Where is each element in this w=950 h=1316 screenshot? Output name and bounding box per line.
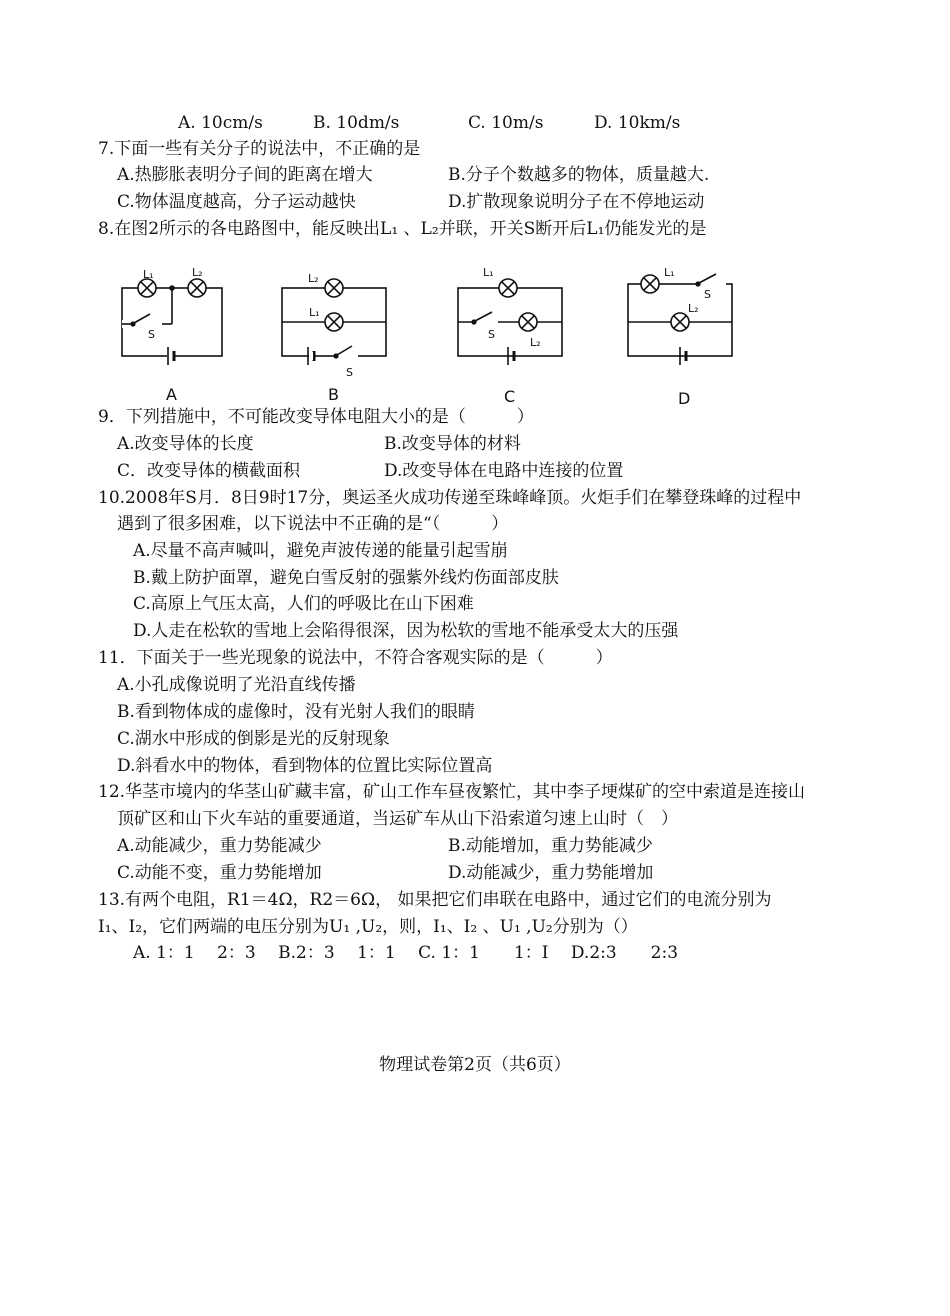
q9-option-b: B.改变导体的材料	[384, 434, 521, 454]
q11-option-c: C.湖水中形成的倒影是光的反射现象	[117, 729, 390, 749]
q11-stem: 11．下面关于一些光现象的说法中，不符合客观实际的是（ ）	[98, 648, 613, 668]
q9-option-a: A.改变导体的长度	[117, 434, 254, 454]
q6-option-a: A. 10cm/s	[178, 113, 263, 133]
q6-option-d: D. 10km/s	[594, 113, 681, 133]
q13-stem-line2: I₁、I₂，它们两端的电压分别为U₁ ,U₂，则，I₁、I₂ 、U₁ ,U₂分别为（）	[98, 917, 638, 937]
q11-option-d: D.斜看水中的物体，看到物体的位置比实际位置高	[117, 756, 493, 776]
circuit-b	[282, 272, 386, 404]
q7-option-a: A.热膨胀表明分子间的距离在增大	[117, 165, 373, 185]
q12-stem-line2: 顶矿区和山下火车站的重要通道，当运矿车从山下沿索道匀速上山时（ ）	[117, 809, 678, 829]
svg-text:L₁: L₁	[309, 306, 320, 319]
q13-stem-line1: 13.有两个电阻，R1＝4Ω，R2＝6Ω， 如果把它们串联在电路中，通过它们的电流分别为	[98, 890, 772, 910]
q9-stem: 9．下列措施中，不可能改变导体电阻大小的是（ ）	[98, 407, 534, 427]
svg-text:L₂: L₂	[688, 302, 699, 315]
svg-text:L₂: L₂	[530, 336, 541, 349]
svg-text:S: S	[346, 366, 353, 379]
q12-stem-line1: 12.华茎市境内的华茎山矿藏丰富，矿山工作车昼夜繁忙，其中李子埂煤矿的空中索道是连接山	[98, 782, 806, 802]
q7-option-c: C.物体温度越高，分子运动越快	[117, 192, 356, 212]
q10-option-a: A.尽量不高声喊叫，避免声波传递的能量引起雪崩	[133, 541, 508, 561]
q12-option-b: B.动能增加，重力势能减少	[448, 836, 653, 856]
q9-option-c: C．改变导体的横截面积	[117, 461, 301, 481]
q10-stem-line1: 10.2008年S月．8日9时17分，奥运圣火成功传递至珠峰峰顶。火炬手们在攀登珠峰的过程中	[98, 488, 802, 508]
circuit-c	[458, 266, 562, 406]
q10-option-b: B.戴上防护面罩，避免白雪反射的强紫外线灼伤面部皮肤	[133, 568, 559, 588]
q7-option-b: B.分子个数越多的物体，质量越大.	[448, 165, 710, 185]
circuit-a	[122, 266, 222, 404]
circuit-d	[628, 266, 732, 408]
svg-text:S: S	[704, 288, 711, 301]
q12-option-a: A.动能减少，重力势能减少	[117, 836, 322, 856]
svg-text:L₂: L₂	[192, 266, 203, 279]
q12-option-c: C.动能不变，重力势能增加	[117, 863, 322, 883]
q11-option-b: B.看到物体成的虚像时，没有光射人我们的眼睛	[117, 702, 475, 722]
q9-option-d: D.改变导体在电路中连接的位置	[384, 461, 624, 481]
circuit-diagram-figure	[100, 250, 750, 410]
svg-text:L₁: L₁	[664, 266, 675, 279]
svg-text:S: S	[148, 328, 155, 341]
caption-d: D	[678, 389, 691, 408]
q6-option-c: C. 10m/s	[468, 113, 544, 133]
svg-text:L₂: L₂	[308, 272, 319, 285]
q12-option-d: D.动能减少，重力势能增加	[448, 863, 654, 883]
q7-option-d: D.扩散现象说明分子在不停地运动	[448, 192, 705, 212]
caption-c: C	[504, 387, 516, 406]
caption-b: B	[328, 385, 339, 404]
q10-option-c: C.高原上气压太高，人们的呼吸比在山下困难	[133, 594, 474, 614]
q11-option-a: A.小孔成像说明了光沿直线传播	[117, 675, 356, 695]
q6-option-b: B. 10dm/s	[313, 113, 400, 133]
svg-text:L₁: L₁	[143, 268, 154, 281]
svg-text:L₁: L₁	[483, 266, 494, 279]
page-footer: 物理试卷第2页（共6页）	[379, 1055, 571, 1075]
q8-stem: 8.在图2所示的各电路图中，能反映出L₁ 、L₂并联，开关S断开后L₁仍能发光的是	[98, 219, 707, 239]
q10-option-d: D.人走在松软的雪地上会陷得很深，因为松软的雪地不能承受太大的压强	[133, 621, 679, 641]
caption-a: A	[166, 385, 177, 404]
q13-options: A. 1：1 2：3 B.2：3 1：1 C. 1：1 1：I D.2:3 2:3	[133, 943, 679, 963]
q7-stem: 7.下面一些有关分子的说法中，不正确的是	[98, 139, 421, 159]
svg-text:S: S	[488, 328, 495, 341]
q10-stem-line2: 遇到了很多困难，以下说法中不正确的是“（ ）	[117, 514, 509, 534]
